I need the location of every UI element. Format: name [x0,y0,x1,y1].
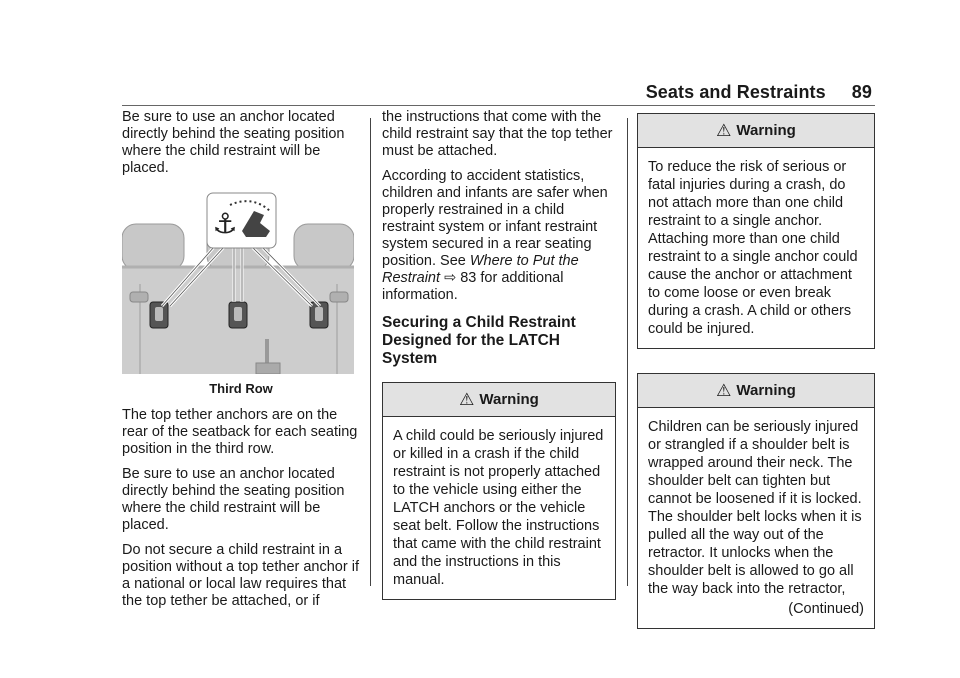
warning-text: A child could be seriously injured or killed in a crash if the child restraint is not properly attached to the vehicle using either the LATCH anchors or the vehicle seat belt. Follow the instructions that came with the child restraint and the instructions in this manual. [393,428,604,588]
column-1 [122,109,360,618]
column-2 [382,109,616,618]
warning-header [383,383,615,417]
svg-text:⚓: ⚓ [212,207,238,240]
figure-caption: Third Row [209,381,273,396]
section-heading: Securing a Child Restraint Designed for the LATCH System [382,314,576,367]
paragraph-text: According to accident statistics, children and infants are safer when properly restrained in a child restraint system or infant restraint system secured in a rear seating position. See [382,168,608,269]
page-number: 89 [851,82,872,102]
warning-header [638,374,874,408]
warning-title: Warning [736,122,796,139]
paragraph: Be sure to use an anchor located directly behind the seating position where the child restraint will be placed. [122,109,345,176]
warning-triangle-icon: ⚠ [716,121,732,140]
paragraph: the instructions that come with the child restraint say that the top tether must be attached. [382,109,613,159]
warning-text: To reduce the risk of serious or fatal injuries during a crash, do not attach more than one child restraint to a single anchor. Attaching more than one child restraint to a single anchor could cause the anchor or attachment to come loose or even break during a crash. A child or others could be injured. [648,159,858,337]
warning-text: Children can be seriously injured or strangled if a shoulder belt is wrapped around their neck. The shoulder belt can tighten but cannot be loosened if it is locked. The shoulder belt locks when it is pulled all the way out of the retractor. It unlocks when the shoulder belt is allowed to go all the way back into the retractor, [648,419,862,597]
paragraph: Do not secure a child restraint in a position without a top tether anchor if a national or local law requires that the top tether be attached, or if [122,542,359,609]
column-divider [370,118,371,586]
paragraph: The top tether anchors are on the rear of the seatback for each seating position in the third row. [122,407,358,457]
continued-label: (Continued) [788,601,864,617]
third-row-figure [122,189,354,374]
header-rule [122,105,875,106]
warning-triangle-icon: ⚠ [716,381,732,400]
warning-body [638,408,874,628]
column-divider [627,118,628,586]
section-title: Seats and Restraints [645,82,826,102]
warning-title: Warning [736,382,796,399]
warning-box [637,113,875,349]
seatback-illustration [122,189,354,374]
paragraph [382,168,616,304]
warning-header [638,114,874,148]
warning-triangle-icon: ⚠ [459,390,475,409]
warning-title: Warning [479,391,539,408]
paragraph-text: for additional information. [382,270,564,303]
page-reference[interactable]: ⇨ 83 [444,270,477,286]
column-3 [637,109,875,647]
warning-box [382,382,616,600]
warning-box [637,373,875,629]
page-header [0,82,872,103]
cross-reference-link[interactable]: Where to Put the Restraint [382,253,579,286]
paragraph: Be sure to use an anchor located directly behind the seating position where the child restraint will be placed. [122,466,345,533]
